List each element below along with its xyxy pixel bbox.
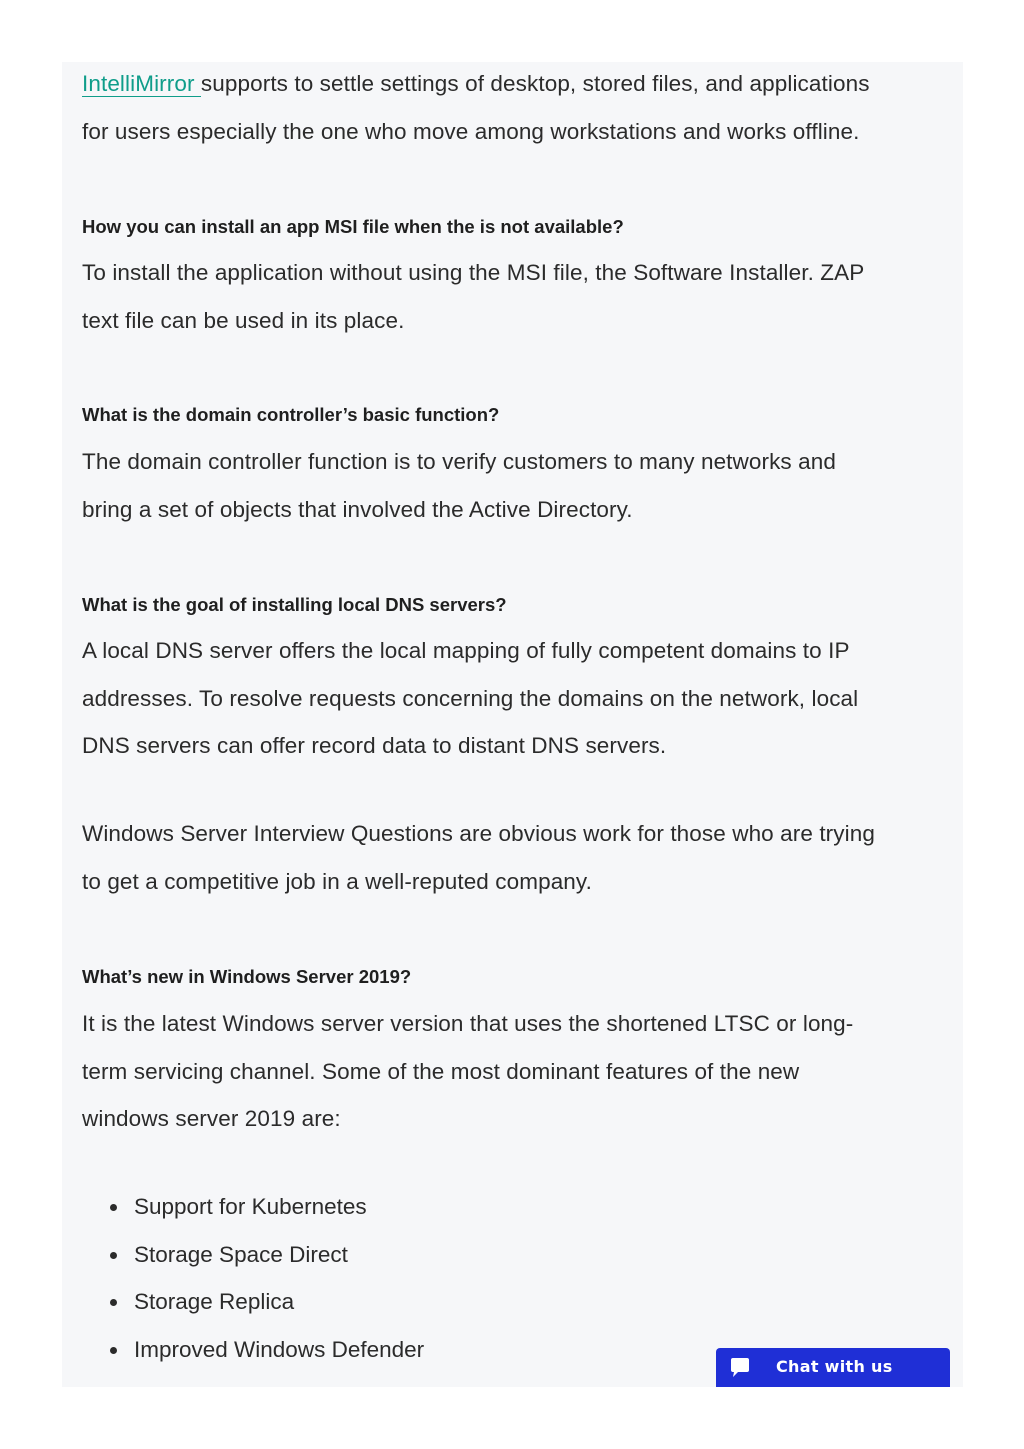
answer-line: term servicing channel. Some of the most dominant features of the new xyxy=(82,1058,800,1084)
answer-line: windows server 2019 are: xyxy=(82,1106,341,1131)
list-item xyxy=(82,1231,944,1279)
answer-line: To install the application without using the MSI file, the Software Installer. ZAP xyxy=(82,260,865,285)
features-list xyxy=(82,1183,944,1373)
answer-line: A local DNS server offers the local mapping of fully competent domains to IP xyxy=(82,638,850,663)
question-heading xyxy=(82,965,944,989)
answer-line: It is the latest Windows server version that uses the shortened LTSC or long- xyxy=(82,1011,854,1036)
question-heading xyxy=(82,593,944,617)
answer-line: The domain controller function is to verify customers to many networks and xyxy=(82,449,836,474)
list-item xyxy=(82,1278,944,1326)
answer-line: bring a set of objects that involved the Active Directory. xyxy=(82,496,633,522)
interlude-line: Windows Server Interview Questions are obvious work for those who are trying xyxy=(82,821,875,846)
question-msi: How you can install an app MSI file when the is not available? xyxy=(82,216,624,237)
answer-paragraph xyxy=(82,438,944,533)
feature-label: Support for Kubernetes xyxy=(134,1194,367,1219)
chat-bubble-icon xyxy=(729,1357,751,1379)
intro-line-1-text: supports to settle settings of desktop, stored files, and applications xyxy=(200,71,870,96)
answer-paragraph xyxy=(82,249,944,344)
answer-line: addresses. To resolve requests concerning the domains on the network, local xyxy=(82,685,859,711)
feature-label: Storage Space Direct xyxy=(134,1241,348,1267)
bullet-icon xyxy=(110,1204,117,1211)
answer-paragraph xyxy=(82,627,944,770)
list-item xyxy=(82,1183,944,1231)
bullet-icon xyxy=(110,1299,117,1306)
feature-label: Storage Replica xyxy=(134,1289,295,1314)
question-heading xyxy=(82,403,944,427)
intellimirror-link[interactable]: IntelliMirror xyxy=(82,71,201,96)
question-domain-controller: What is the domain controller’s basic function? xyxy=(82,404,500,425)
chat-label: Chat with us xyxy=(776,1357,893,1376)
answer-paragraph xyxy=(82,1000,944,1143)
bullet-icon xyxy=(110,1252,117,1259)
interlude-paragraph xyxy=(82,810,944,905)
intro-line-1 xyxy=(82,60,944,108)
answer-line: DNS servers can offer record data to distant DNS servers. xyxy=(82,733,667,758)
question-windows-2019: What’s new in Windows Server 2019? xyxy=(82,966,412,987)
bullet-icon xyxy=(110,1347,117,1354)
feature-label: Improved Windows Defender xyxy=(134,1336,425,1362)
intro-line-2: for users especially the one who move among workstations and works offline. xyxy=(82,118,860,144)
question-local-dns: What is the goal of installing local DNS servers? xyxy=(82,594,507,615)
article-panel xyxy=(62,62,963,1387)
chat-widget-button[interactable] xyxy=(716,1348,950,1387)
interlude-line: to get a competitive job in a well-reputed company. xyxy=(82,868,592,894)
answer-line: text file can be used in its place. xyxy=(82,307,405,333)
question-heading xyxy=(82,215,944,239)
intro-paragraph xyxy=(82,60,944,155)
features-list-container xyxy=(82,1183,944,1373)
